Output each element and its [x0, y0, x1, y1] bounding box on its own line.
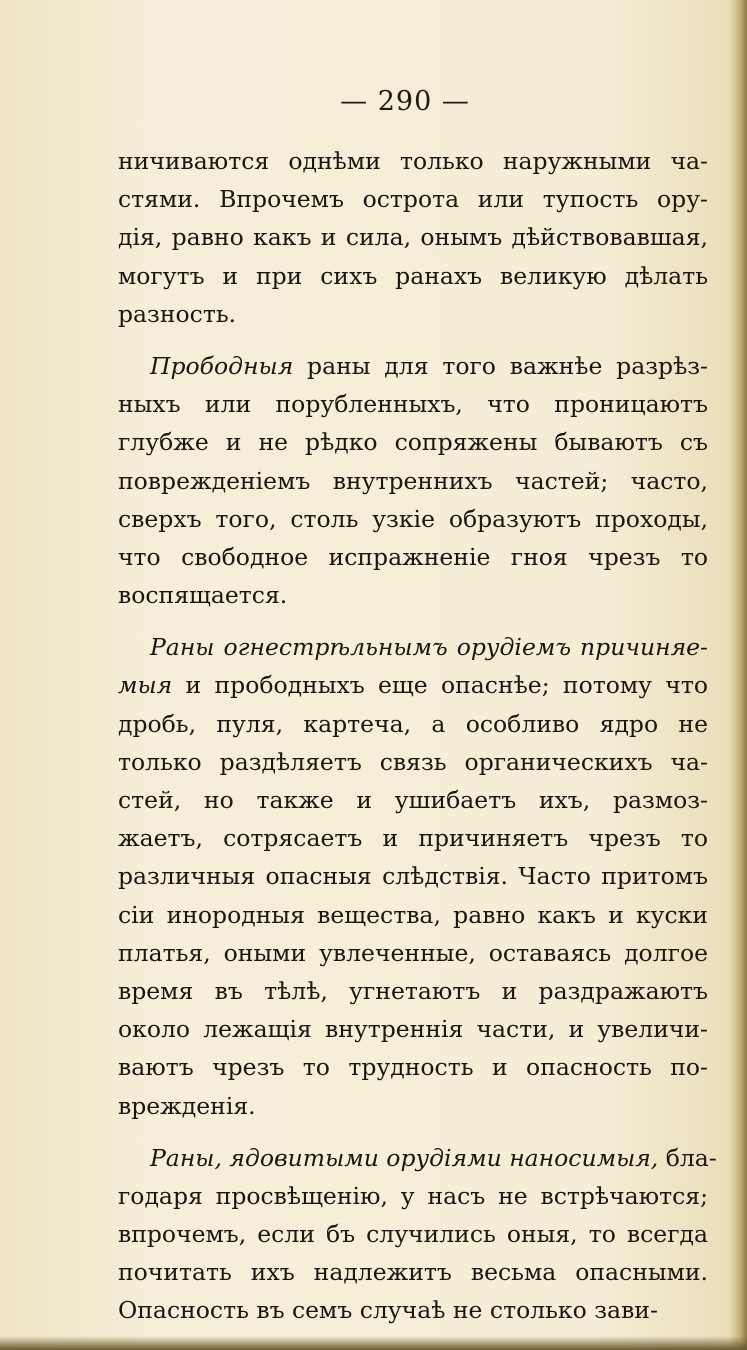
text-run: могутъ и при сихъ ранахъ великую дѣлать — [118, 261, 708, 290]
text-run: жаетъ, сотрясаетъ и причиняетъ чрезъ то — [118, 824, 708, 853]
paragraph — [118, 142, 708, 333]
text-line — [118, 423, 708, 461]
text-run: стей, но также и ушибаетъ ихъ, размоз- — [118, 786, 708, 814]
text-line — [118, 857, 708, 895]
text-line — [118, 781, 708, 819]
text-run: раны для того важнѣе разрѣз- — [293, 351, 708, 380]
italic-term: Прободныя — [150, 351, 294, 380]
text-run: сверхъ того, столь узкіе образуютъ проходы, — [118, 504, 708, 533]
text-run: и прободныхъ еще опаснѣе; потому что — [172, 671, 708, 700]
paragraph — [118, 628, 708, 1124]
paragraph-gap — [118, 333, 708, 347]
text-line — [118, 743, 708, 781]
paragraph-gap — [118, 1125, 708, 1139]
text-run: различныя опасныя слѣдствія. Часто притомъ — [118, 862, 708, 891]
text-run: ныхъ или порубленныхъ, что проницаютъ — [118, 390, 708, 419]
text-run: что свободное испражненіе гноя чрезъ то — [118, 542, 708, 571]
text-line — [118, 347, 708, 385]
text-run: Опасность въ семъ случаѣ не столько зави- — [118, 1296, 658, 1325]
italic-term: мыя — [118, 671, 173, 700]
text-line — [118, 1177, 708, 1215]
text-run: платья, оными увлеченные, оставаясь долгое — [118, 938, 708, 967]
page-edge-shadow — [729, 0, 747, 1350]
text-line — [118, 295, 708, 333]
text-line — [118, 896, 708, 934]
text-run: время въ тѣлѣ, угнетаютъ и раздражаютъ — [118, 976, 708, 1005]
text-line — [118, 1253, 708, 1291]
page-bottom-edge — [0, 1336, 747, 1350]
text-run: стями. Впрочемъ острота или тупость ору- — [118, 185, 708, 214]
text-line — [118, 819, 708, 857]
text-line — [118, 666, 708, 704]
text-run: дробь, пуля, картеча, а особливо ядро не — [118, 709, 708, 738]
text-run: годаря просвѣщенію, у насъ не встрѣчаются; — [118, 1181, 708, 1210]
text-line — [118, 385, 708, 423]
text-line — [118, 1215, 708, 1253]
text-run: поврежденіемъ внутреннихъ частей; часто, — [118, 466, 708, 495]
paragraph — [118, 347, 708, 614]
text-run: дія, равно какъ и сила, онымъ дѣйствовавшая, — [118, 223, 708, 252]
text-run: только раздѣляетъ связь органическихъ ча- — [118, 747, 708, 776]
paragraph-gap — [118, 614, 708, 628]
text-line — [118, 1048, 708, 1086]
paragraph — [118, 1139, 717, 1330]
page-number: — 290 — — [340, 86, 470, 117]
text-run: почитать ихъ надлежитъ весьма опасными. — [118, 1258, 708, 1287]
text-line — [118, 180, 708, 218]
text-line — [118, 538, 708, 576]
text-line — [118, 218, 708, 256]
text-run: ваютъ чрезъ то трудность и опасность по- — [118, 1053, 708, 1082]
text-run: бла- — [658, 1143, 717, 1172]
text-run: разность. — [118, 299, 237, 328]
text-line — [118, 257, 708, 295]
text-run: около лежащія внутреннія части, и увеличи- — [118, 1015, 708, 1044]
text-line — [118, 500, 708, 538]
text-line — [118, 142, 708, 180]
italic-term: Раны огнестрѣльнымъ орудіемъ причиняе- — [150, 633, 708, 662]
text-line — [118, 1139, 717, 1177]
page-text — [118, 142, 717, 1330]
text-run: ничиваются однѣми только наружными ча- — [118, 147, 708, 175]
text-run: сіи инородныя вещества, равно какъ и куски — [118, 900, 708, 929]
text-line — [118, 934, 708, 972]
text-line — [118, 1087, 708, 1125]
text-run: воспящается. — [118, 581, 288, 610]
text-line — [118, 576, 708, 614]
text-run: врежденія. — [118, 1091, 256, 1120]
text-line — [118, 705, 708, 743]
text-run: впрочемъ, если бъ случились оныя, то всегда — [118, 1220, 708, 1249]
text-run: глубже и не рѣдко сопряжены бываютъ съ — [118, 428, 708, 457]
text-line — [118, 1010, 708, 1048]
text-line — [118, 972, 708, 1010]
italic-term: Раны, ядовитыми орудіями наносимыя, — [150, 1143, 659, 1172]
text-line — [118, 628, 708, 666]
text-line — [118, 462, 708, 500]
text-line — [118, 1291, 708, 1329]
